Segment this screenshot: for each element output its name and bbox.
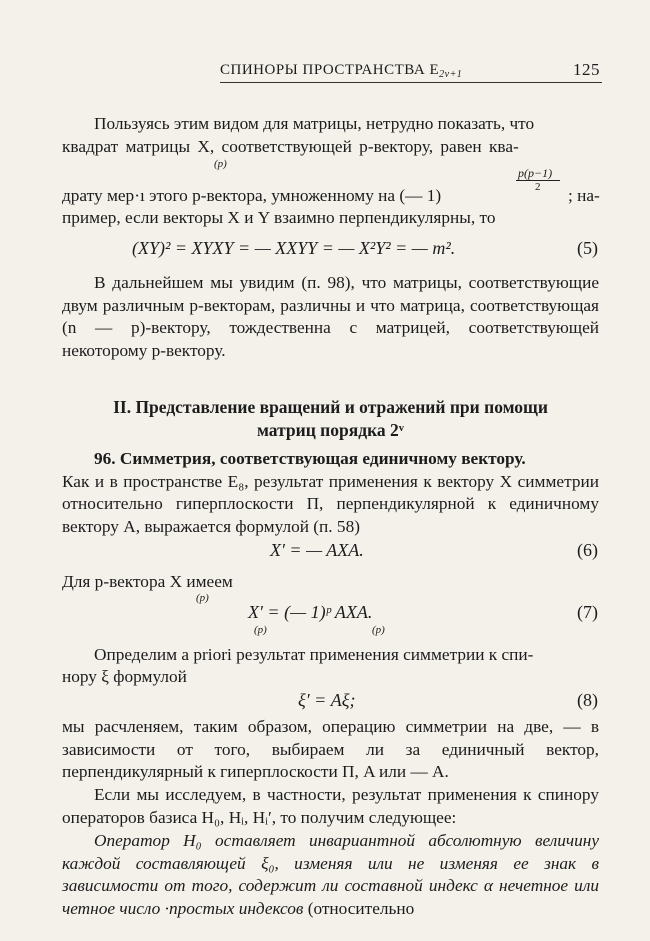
equation-6-number: (6) [577, 540, 598, 560]
para2: В дальнейшем мы увидим (п. 98), что матрицы, соответствующие двум различным p-векторам, различны и что матрица, соответствующая (n — p)-вектору, тождественна с матрицей, соответствующей некоторому p-вектору. [62, 273, 599, 360]
exponent-numerator: p(p−1) [518, 166, 553, 180]
equation-5-number: (5) [577, 238, 598, 258]
para7 [62, 830, 599, 920]
equation-7-number: (7) [577, 602, 598, 622]
equation-5: (XY)² = XYXY = — XXYY = — X²Y² = — m². [132, 238, 456, 258]
section-heading [62, 396, 599, 442]
para1-line3-tail: ; на- [568, 186, 600, 205]
para3-subscript: (p) [196, 592, 209, 604]
equation-6: X′ = — AXA. [270, 540, 364, 560]
header-rule [220, 82, 602, 83]
para1-line3: драту мер·ı этого p-вектора, умноженному на (— 1) [62, 186, 442, 205]
equation-8: ξ′ = Aξ; [298, 690, 356, 710]
equation-7-subscript-left: (p) [254, 624, 267, 636]
para3: Для p-вектора X имеем [62, 572, 233, 591]
para7-italic: Оператор H₀ оставляет инвариантной абсолютную величину каждой составляющей ξ₀, изменяя или не изменяя ее знак в зависимости от того, содержит ли составной индекс α нечетное или четное число ·простых индексов [62, 831, 599, 918]
para7-tail: (относительно [303, 898, 415, 918]
section-heading-line2: матриц порядка 2ᵛ [257, 420, 404, 440]
article-96-title: 96. Симметрия, соответствующая единичному вектору. [94, 449, 526, 468]
running-title: СПИНОРЫ ПРОСТРАНСТВА $E_{2\nu+1}$ [220, 62, 463, 80]
equation-7: X′ = (— 1)ᵖ AXA. [248, 602, 373, 622]
article-96-text: Как и в пространстве E₈, результат применения к вектору X симметрии относительно гиперплоскости Π, перпендикулярной к единичному вектору A, выражается формулой (п. 58) [62, 471, 599, 536]
equation-7-subscript-right: (p) [372, 624, 385, 636]
para1-line2-subscript: (p) [214, 158, 227, 170]
para5: мы расчленяем, таким образом, операцию симметрии на две, — в зависимости от того, выбираем ли за единичный вектор, перпендикулярный к гиперплоскости Π, A или — A. [62, 717, 599, 781]
section-heading-line1: II. Представление вращений и отражений при помощи [113, 397, 548, 417]
para1-line1: Пользуясь этим видом для матрицы, нетрудно показать, что [94, 114, 535, 133]
page-number: 125 [573, 60, 600, 79]
exponent-denominator: 2 [535, 181, 541, 193]
article-96 [62, 448, 599, 538]
para1-line2: квадрат матрицы X, соответствующей p-вектору, равен ква- [62, 137, 519, 156]
para4-line1: Определим a priori результат применения симметрии к спи- [94, 645, 534, 664]
para1-line4: пример, если векторы X и Y взаимно перпендикулярны, то [62, 208, 496, 227]
para4-line2: нору ξ формулой [62, 667, 187, 686]
para6: Если мы исследуем, в частности, результат применения к спинору операторов базиса H₀, Hᵢ, Hᵢ′, то получим следующее: [62, 785, 599, 827]
equation-8-number: (8) [577, 690, 598, 710]
running-header [62, 58, 602, 84]
